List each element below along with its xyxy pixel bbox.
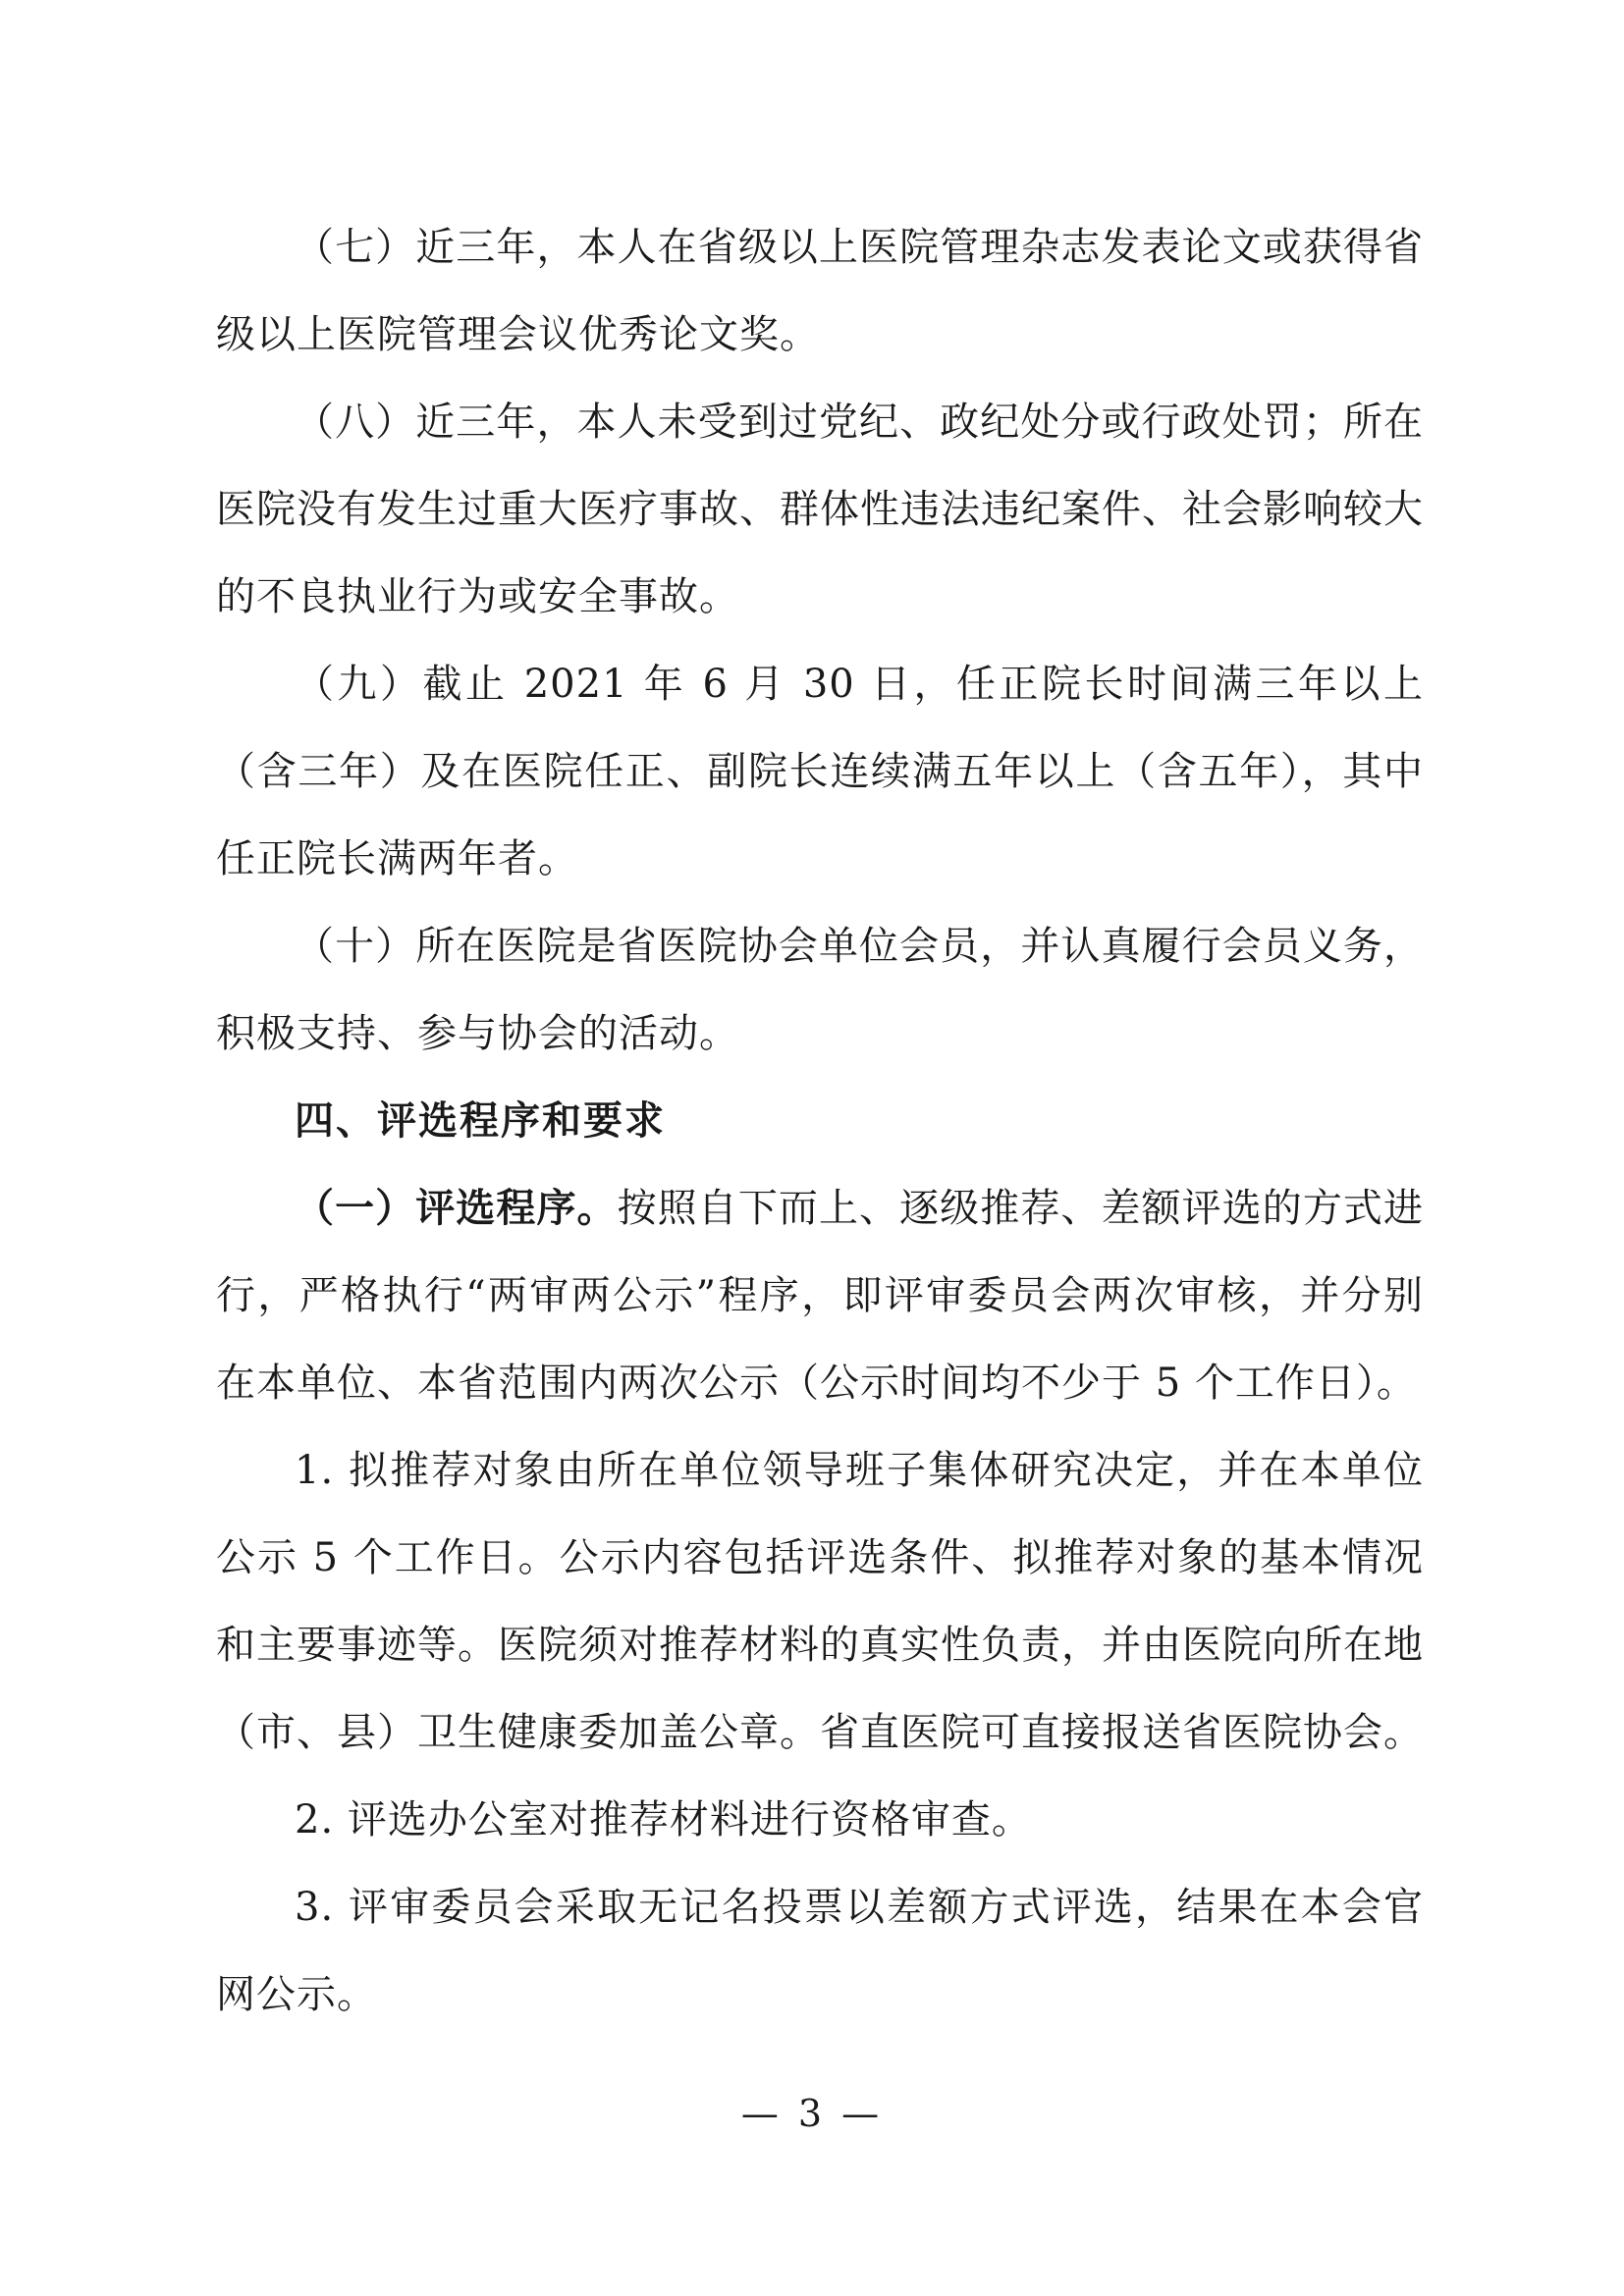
procedure-text: 按照自下而上、逐级推荐、差额评选的方式进行，严格执行“两审两公示”程序，即评审委员会两次审核，并分别在本单位、本省范围内两次公示（公示时间均不少于 5 个工作日）。 — [216, 1186, 1425, 1406]
paragraph-procedure — [216, 1165, 1424, 1427]
document-body — [216, 204, 1424, 2039]
procedure-lead: （一）评选程序。 — [295, 1186, 618, 1231]
section-heading: 四、评选程序和要求 — [295, 1098, 666, 1144]
paragraph-step-3: 3. 评审委员会采取无记名投票以差额方式评选，结果在本会官网公示。 — [216, 1885, 1424, 2017]
paragraph-condition-7: （七）近三年，本人在省级以上医院管理杂志发表论文或获得省级以上医院管理会议优秀论文奖。 — [216, 225, 1424, 357]
paragraph-condition-9: （九）截止 2021 年 6 月 30 日，任正院长时间满三年以上（含三年）及在医院任正、副院长连续满五年以上（含五年），其中任正院长满两年者。 — [216, 662, 1424, 881]
paragraph-condition-8: （八）近三年，本人未受到过党纪、政纪处分或行政处罚；所在医院没有发生过重大医疗事故、群体性违法违纪案件、社会影响较大的不良执业行为或安全事故。 — [216, 400, 1424, 619]
paragraph-step-2: 2. 评选办公室对推荐材料进行资格审查。 — [295, 1797, 1032, 1842]
paragraph-step-1: 1. 拟推荐对象由所在单位领导班子集体研究决定，并在本单位公示 5 个工作日。公示内容包括评选条件、拟推荐对象的基本情况和主要事迹等。医院须对推荐材料的真实性负责，并由医院向所在地（市、县）卫生健康委加盖公章。省直医院可直接报送省医院协会。 — [216, 1448, 1424, 1755]
paragraph-condition-10: （十）所在医院是省医院协会单位会员，并认真履行会员义务，积极支持、参与协会的活动。 — [216, 924, 1424, 1056]
page-number: — 3 — — [740, 2092, 884, 2135]
